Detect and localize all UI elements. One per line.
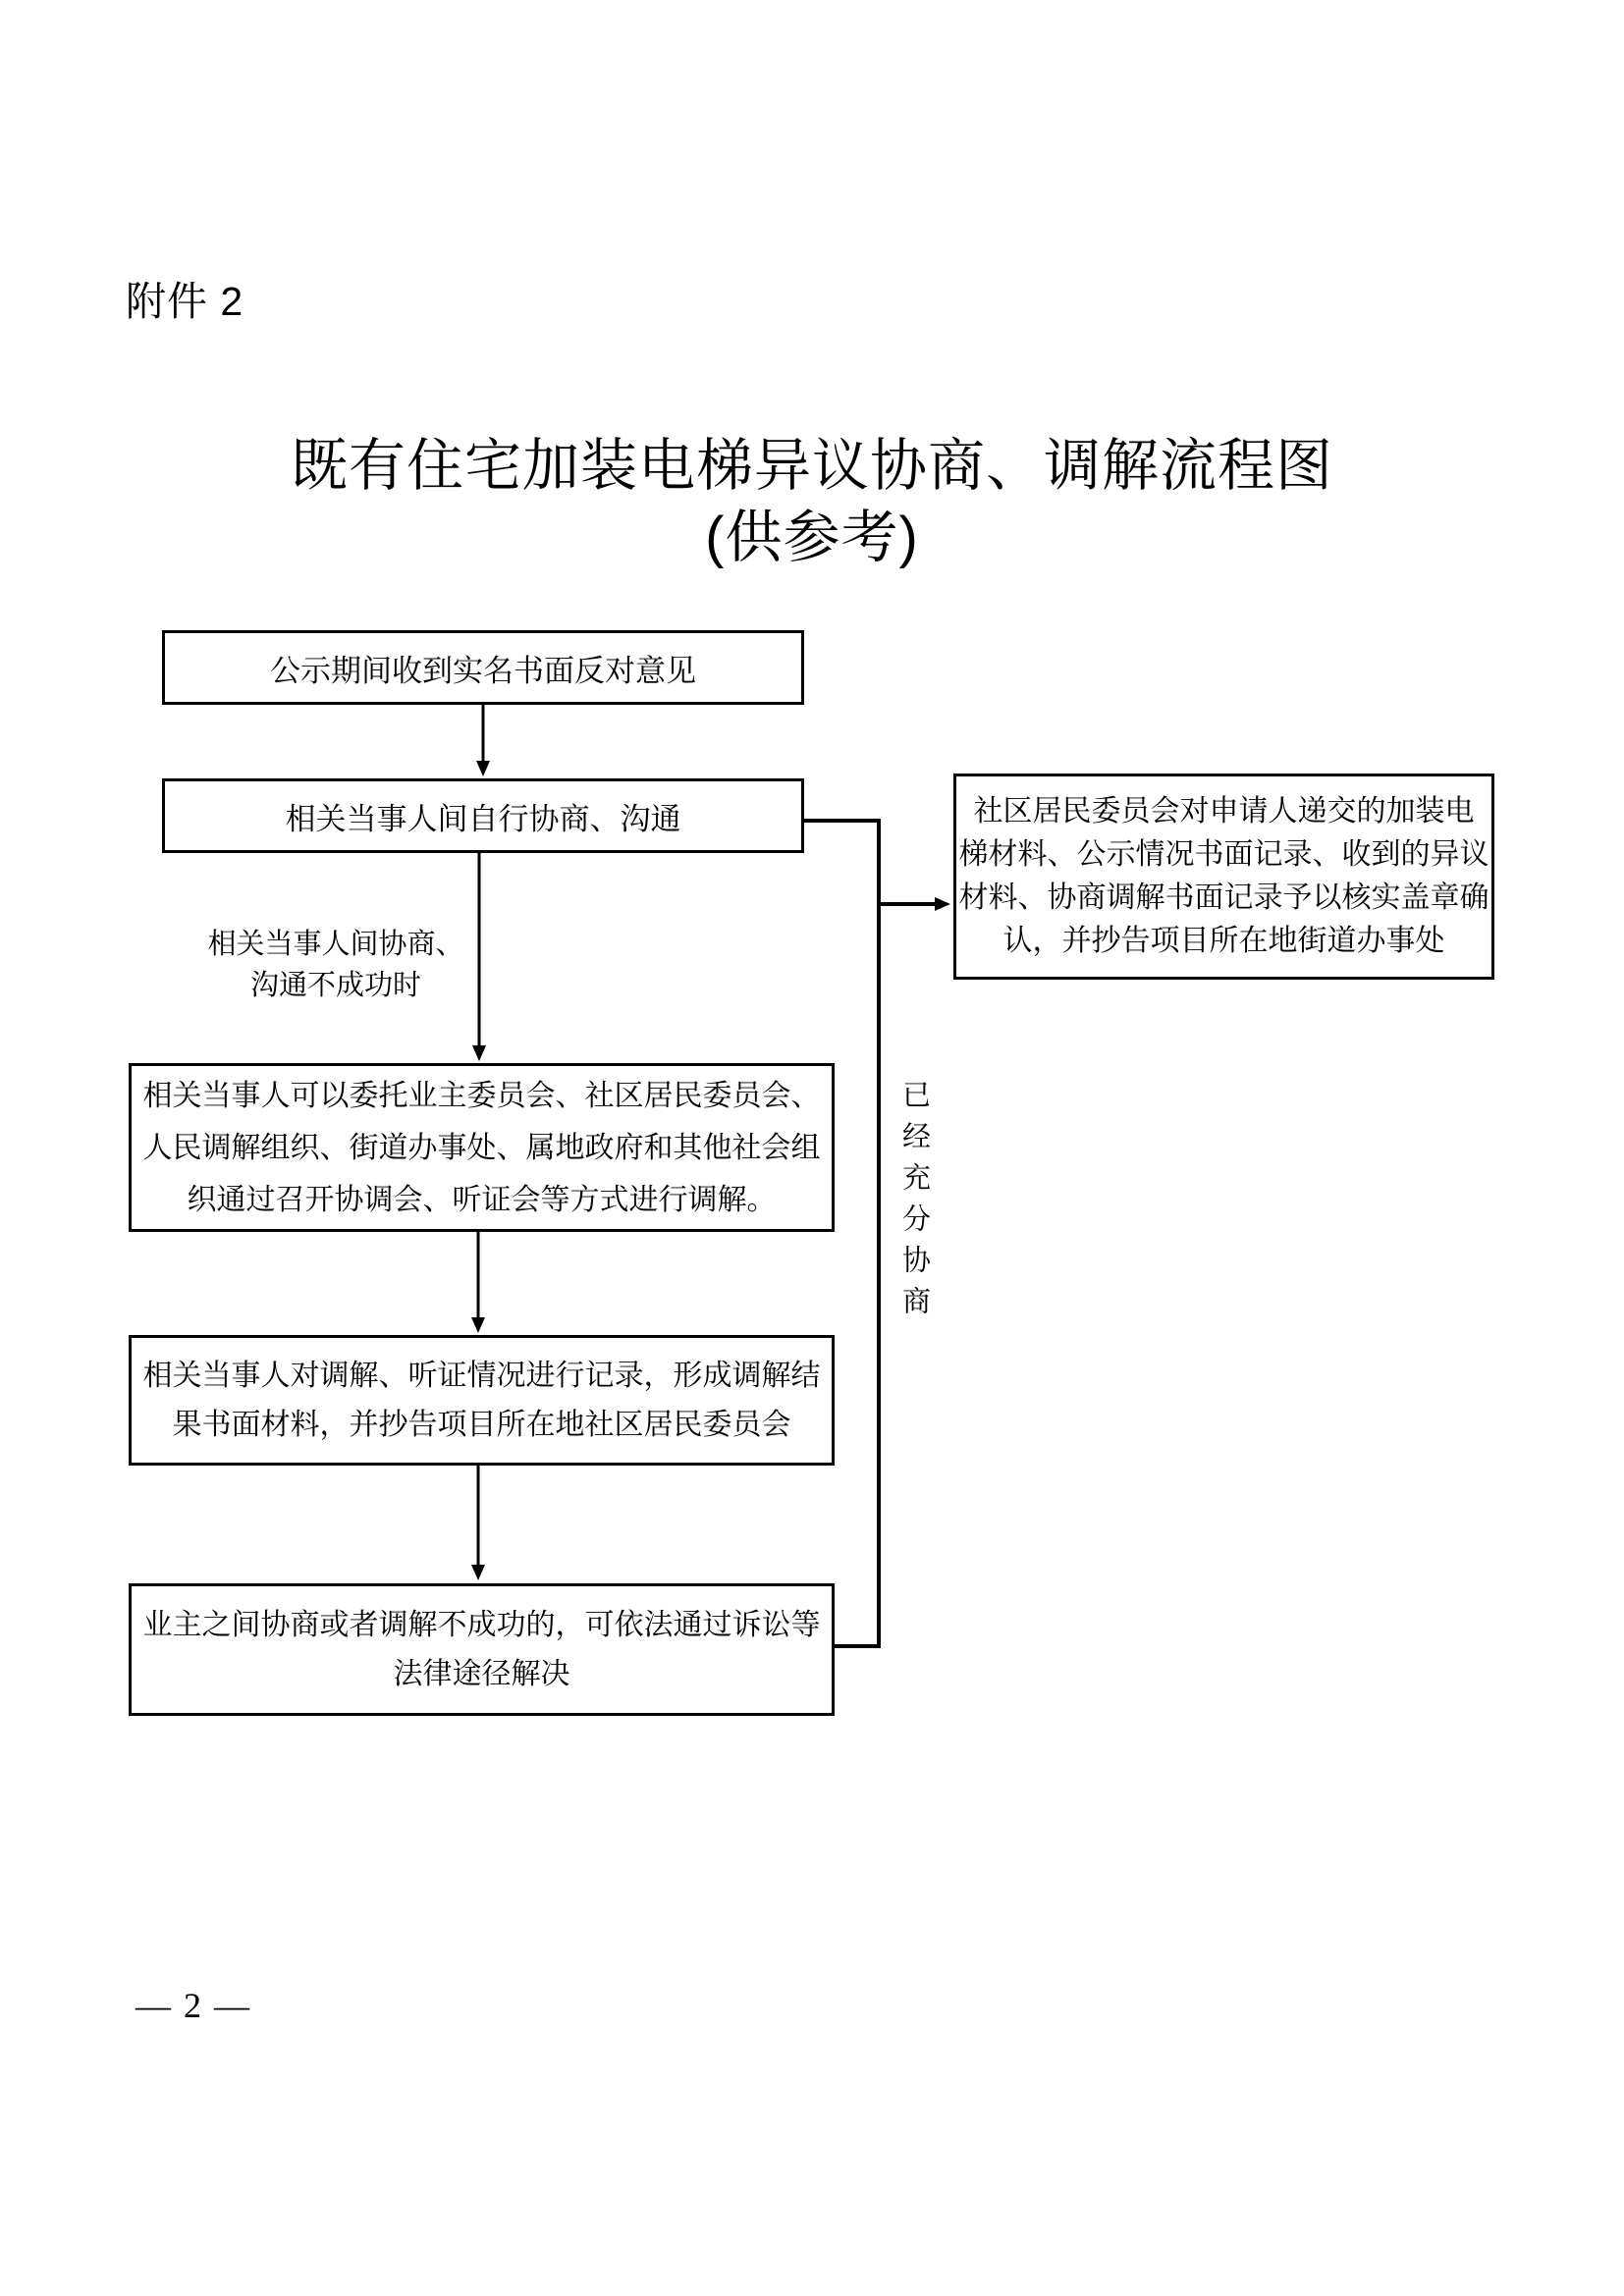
attachment-label: 附件 2 <box>126 279 244 324</box>
flow-box-self-negotiation <box>162 778 804 853</box>
arrow-opposition-to-negotiation <box>476 705 490 776</box>
flow-box-committee-verification: 社区居民委员会对申请人递交的加装电 梯材料、公示情况书面记录、收到的异议 材料、协商调解书面记录予以核实盖章确 认，并抄告项目所在地街道办事处 <box>953 774 1494 980</box>
arrow-trunk-to-committee <box>879 897 950 911</box>
page-number: — 2 — <box>135 1986 251 2025</box>
flow-box-entrusted-mediation: 相关当事人可以委托业主委员会、社区居民委员会、 人民调解组织、街道办事处、属地政府和其他社会组 织通过召开协调会、听证会等方式进行调解。 <box>129 1063 835 1232</box>
flow-box-text: 公示期间收到实名书面反对意见 <box>270 653 696 688</box>
connector-trunk <box>804 819 881 1648</box>
page-subtitle: (供参考) <box>705 506 919 569</box>
page-title: 既有住宅加装电梯异议协商、调解流程图 <box>290 434 1333 498</box>
edge-label-fully-negotiated: 已经充分协商 <box>898 1080 930 1327</box>
flow-box-text: 相关当事人间自行协商、沟通 <box>285 801 681 836</box>
edge-label-negotiation-failed: 相关当事人间协商、 沟通不成功时 <box>207 929 464 1001</box>
flow-box-mediation-record: 相关当事人对调解、听证情况进行记录，形成调解结 果书面材料，并抄告项目所在地社区居民委员会 <box>129 1335 835 1466</box>
arrow-record-to-lawsuit <box>471 1466 485 1580</box>
flow-box-lawsuit: 业主之间协商或者调解不成功的，可依法通过诉讼等 法律途径解决 <box>129 1583 835 1716</box>
arrow-mediation-to-record <box>471 1232 485 1333</box>
flow-box-opposition-received <box>162 630 804 705</box>
